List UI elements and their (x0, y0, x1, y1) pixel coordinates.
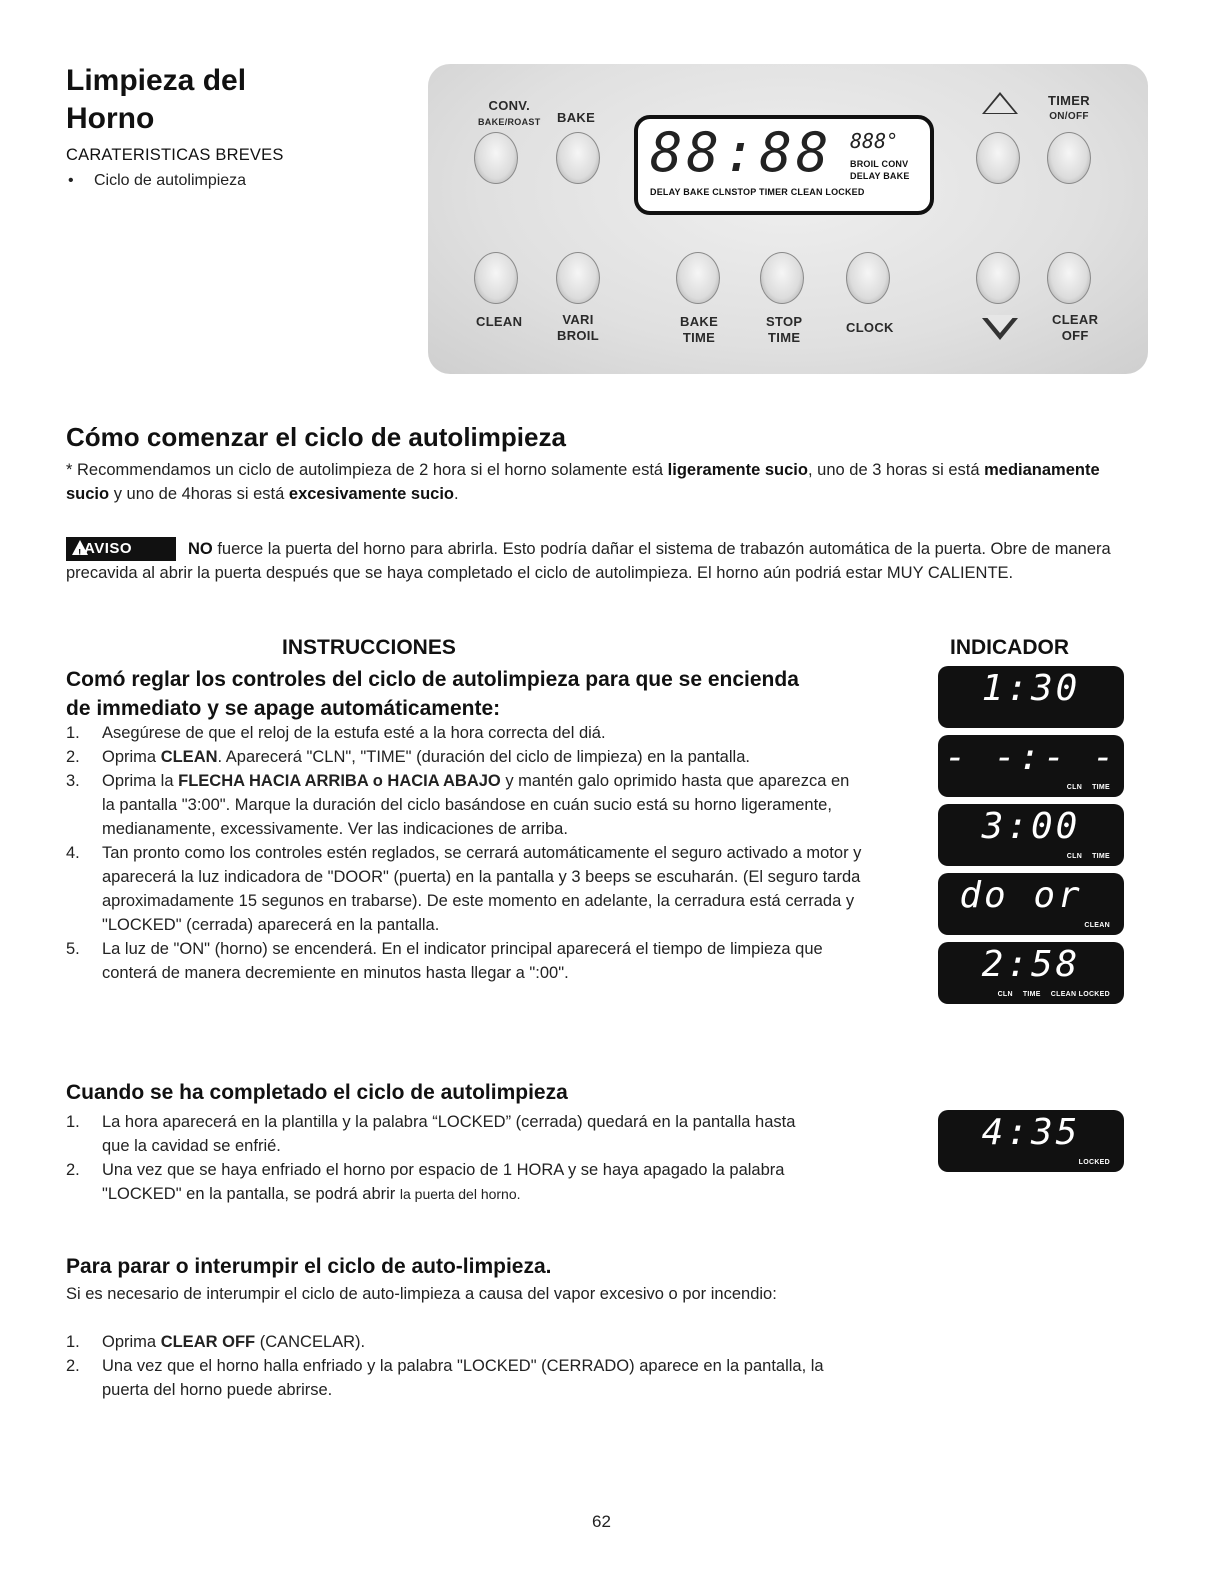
arrow-down-icon (982, 318, 1018, 340)
vari-broil-button[interactable] (556, 252, 600, 304)
down-arrow-button[interactable] (976, 252, 1020, 304)
clean-button[interactable] (474, 252, 518, 304)
clock-label: CLOCK (846, 320, 894, 335)
clear-off-label: CLEAR OFF (1052, 312, 1099, 343)
features-heading: CARATERISTICAS BREVES (66, 146, 284, 164)
feature-item: • Ciclo de autolimpieza (68, 172, 247, 189)
list-item: 3. Oprima la FLECHA HACIA ARRIBA o HACIA ABAJO y mantén galo oprimido hasta que aparezca en la pantalla "3:00". Marque la duración del ciclo basándose en cuán sucio está su horno ligeramente, medianamente, excessivamente. Ver las indicaciones de arriba. (66, 772, 850, 838)
conv-label: CONV. BAKE/ROAST (478, 98, 541, 127)
indicator-display-3: 3:00 CLN TIME (938, 804, 1124, 866)
indicator-display-2: - -:- - CLN TIME (938, 735, 1124, 797)
panel-display-row3: DELAY BAKE CLNSTOP TIMER CLEAN LOCKED (650, 187, 865, 197)
stop-intro: Si es necesario de interumpir el ciclo de auto-limpieza a causa del vapor excesivo o por incendio: (66, 1285, 777, 1303)
warning-text: NO fuerce la puerta del horno para abrirla. Esto podría dañar el sistema de trabazón automática de la puerta. Obre de manera precavida al abrir la puerta después que se haya completado el ciclo de autolimpieza. El horno aún podriá estar MUY CALIENTE. (66, 540, 1111, 582)
list-item: 4. Tan pronto como los controles estén reglados, se cerrará automáticamente el seguro activado a motor y aparecerá la luz indicadora de "DOOR" (puerta) en la pantalla y 3 beeps se escuharán. (El seguro tarda aproximadamente 15 segunos en trabarse). De este momento en adelante, la cerradura está cerrada y "LOCKED" (cerrada) aparecerá en la pantalla. (66, 844, 862, 934)
indicator-display-1: 1:30 (938, 666, 1124, 728)
bake-time-label: BAKE TIME (680, 314, 719, 345)
clock-button[interactable] (846, 252, 890, 304)
list-item: 1. Oprima CLEAR OFF (CANCELAR). (66, 1333, 366, 1351)
instructions-steps (66, 721, 866, 985)
clear-off-button[interactable] (1047, 252, 1091, 304)
list-item: 2. Oprima CLEAN. Aparecerá "CLN", "TIME" (duración del ciclo de limpieza) en la pantalla. (66, 748, 750, 766)
list-item: 1. La hora aparecerá en la plantilla y la palabra “LOCKED” (cerrada) quedará en la pantalla hasta que la cavidad se enfrié. (66, 1113, 796, 1155)
list-item: 2. Una vez que el horno halla enfriado y la palabra "LOCKED" (CERRADO) aparece en la pantalla, la puerta del horno puede abrirse. (66, 1357, 824, 1399)
stop-steps (66, 1330, 866, 1402)
timer-label: TIMER ON/OFF (1048, 93, 1090, 122)
instructions-label: INSTRUCCIONES (282, 636, 456, 659)
warning-badge: ! AVISO (66, 537, 176, 561)
page-title: Limpieza del Horno (66, 64, 247, 135)
panel-display-temp: 888° (850, 129, 899, 153)
section-heading-start: Cómo comenzar el ciclo de autolimpieza (66, 422, 566, 452)
bake-button[interactable] (556, 132, 600, 184)
list-item: 1. Asegúrese de que el reloj de la estufa esté a la hora correcta del diá. (66, 724, 606, 742)
list-item: 2. Una vez que se haya enfriado el horno por espacio de 1 HORA y se haya apagado la palabra "LOCKED" en la pantalla, se podrá abrir la puerta del horno. (66, 1161, 785, 1203)
recommendation-text: * Recommendamos un ciclo de autolimpieza de 2 hora si el horno solamente está ligeramente sucio, uno de 3 horas si está medianamente sucio y uno de 4horas si está excesivamente sucio. (66, 461, 1100, 503)
indicator-label: INDICADOR (950, 636, 1069, 659)
instructions-heading: Comó reglar los controles del ciclo de autolimpieza para que se encienda de immediato y se apage automáticamente: (66, 668, 799, 720)
timer-on-off-button[interactable] (1047, 132, 1091, 184)
stop-time-label: STOP TIME (766, 314, 803, 345)
clean-label: CLEAN (476, 314, 523, 329)
conv-bake-roast-button[interactable] (474, 132, 518, 184)
completed-steps (66, 1110, 826, 1206)
indicator-display-5: 2:58 CLN TIME CLEAN LOCKED (938, 942, 1124, 1004)
bake-label: BAKE (557, 110, 596, 125)
indicator-display-4: do or CLEAN (938, 873, 1124, 935)
stop-time-button[interactable] (760, 252, 804, 304)
features-list (68, 172, 246, 190)
panel-display (634, 115, 934, 215)
list-item: 5. La luz de "ON" (horno) se encenderá. En el indicator principal aparecerá el tiempo de limpieza que conterá de manera decremiente en minutos hasta llegar a ":00". (66, 940, 823, 982)
panel-display-row1: BROIL CONV (850, 159, 909, 169)
arrow-up-icon (982, 92, 1018, 114)
panel-display-row2: DELAY BAKE (850, 171, 910, 181)
stop-heading: Para parar o interumpir el ciclo de auto-limpieza. (66, 1255, 552, 1278)
panel-display-digits: 88:88 (650, 121, 833, 184)
bake-time-button[interactable] (676, 252, 720, 304)
completed-heading: Cuando se ha completado el ciclo de autolimpieza (66, 1081, 568, 1104)
vari-broil-label: VARI BROIL (557, 312, 599, 343)
indicator-display-6: 4:35 LOCKED (938, 1110, 1124, 1172)
up-arrow-button[interactable] (976, 132, 1020, 184)
page-number: 62 (592, 1512, 611, 1531)
